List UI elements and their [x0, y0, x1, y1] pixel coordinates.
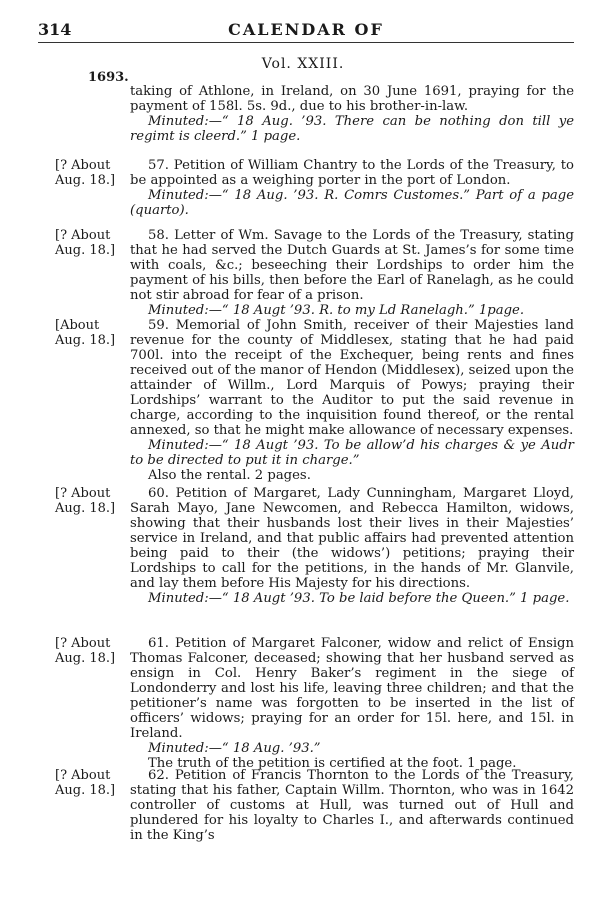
entry-paragraph: 61. Petition of Margaret Falconer, widow and relict of Ensign Thomas Falconer, deceased; showing that her husband served as ensign in Col. Henry Baker’s regiment in the siege of Londonderry and lost his life, leaving three children; and that the petitioner’s name was forgotten to be inserted in the list of officers’ widows; praying for an order for 15l. here, and 15l. in Ireland. [130, 636, 574, 741]
entry-body [130, 768, 574, 843]
minute-paragraph: Minuted:—“ 18 Aug. ’93. There can be nothing don till ye regimt is cleerd.” 1 page. [130, 114, 574, 144]
entry-paragraph: 58. Letter of Wm. Savage to the Lords of the Treasury, stating that he had served the Dutch Guards at St. James’s for some time with coals, &c.; beseeching their Lordships to order him the payment of his bills, then before the Earl of Ranelagh, as he could not stir abroad for fear of a prison. [130, 228, 574, 303]
entry-body [130, 84, 574, 144]
minute-paragraph: Minuted:—“ 18 Aug. ’93.” [148, 741, 321, 756]
margin-date: [? About Aug. 18.] [55, 158, 116, 188]
year-marker: 1693. [88, 70, 129, 85]
entry-paragraph: 62. Petition of Francis Thornton to the Lords of the Treasury, stating that his father, Captain Willm. Thornton, who was in 1642 controller of customs at Hull, was turned out of Hull and plundered for his loyalty to Charles I., and afterwards continued in the King’s [130, 768, 574, 843]
margin-date: [? About Aug. 18.] [55, 486, 116, 516]
entry-paragraph: 59. Memorial of John Smith, receiver of their Majesties land revenue for the county of Middlesex, stating that he had paid 700l. into the receipt of the Exchequer, being rents and fines received out of the manor of Hendon (Middlesex), seized upon the attainder of Willm., Lord Marquis of Powys; praying their Lordships’ warrant to the Auditor to put the said revenue in charge, according to the inquisition found thereof, or the rental annexed, so that he might make allowance of necessary expenses. [130, 318, 574, 438]
entry-body [130, 228, 574, 318]
volume-heading: Vol. XXIII. [261, 56, 345, 72]
margin-date: [? About Aug. 18.] [55, 636, 116, 666]
entry-paragraph: taking of Athlone, in Ireland, on 30 June 1691, praying for the payment of 158l. 5s. 9d., due to his brother-in-law. [130, 84, 574, 114]
running-title: CALENDAR OF [228, 20, 384, 39]
entry-paragraph: 60. Petition of Margaret, Lady Cunningham, Margaret Lloyd, Sarah Mayo, Jane Newcomen, and Rebecca Hamilton, widows, showing that their husbands lost their lives in their Majesties’ service in Ireland, and that public affairs had prevented attention being paid to their (the widows’) petitions; praying their Lordships to call for the petitions, in the hands of Mr. Glanvile, and lay them before His Majesty for his directions. [130, 486, 574, 591]
entry-body [130, 318, 574, 483]
page-header [38, 14, 574, 38]
entry-paragraph: 57. Petition of William Chantry to the Lords of the Treasury, to be appointed as a weighing porter in the port of London. [130, 158, 574, 188]
entry-body [130, 636, 574, 771]
page-number: 314 [38, 20, 72, 39]
minute-paragraph: Minuted:—“ 18 Augt ’93. To be laid before the Queen.” 1 page. [148, 591, 570, 606]
minute-paragraph: Minuted:—“ 18 Augt ’93. R. to my Ld Ranelagh.” 1page. [148, 303, 525, 318]
minute-paragraph: Minuted:—“ 18 Augt ’93. To be allow’d his charges & ye Audr to be directed to put it in charge.” [130, 438, 574, 468]
entry-body [130, 158, 574, 218]
margin-date: [? About Aug. 18.] [55, 228, 116, 258]
entry-body [130, 486, 574, 606]
note-paragraph: The truth of the petition is certified at the foot. 1 page. [148, 756, 517, 771]
minute-paragraph: Minuted:—“ 18 Aug. ’93. R. Comrs Customes.” Part of a page (quarto). [130, 188, 574, 218]
header-rule [38, 42, 574, 43]
note-paragraph: Also the rental. 2 pages. [148, 468, 311, 483]
margin-date: [About Aug. 18.] [55, 318, 116, 348]
margin-date: [? About Aug. 18.] [55, 768, 116, 798]
